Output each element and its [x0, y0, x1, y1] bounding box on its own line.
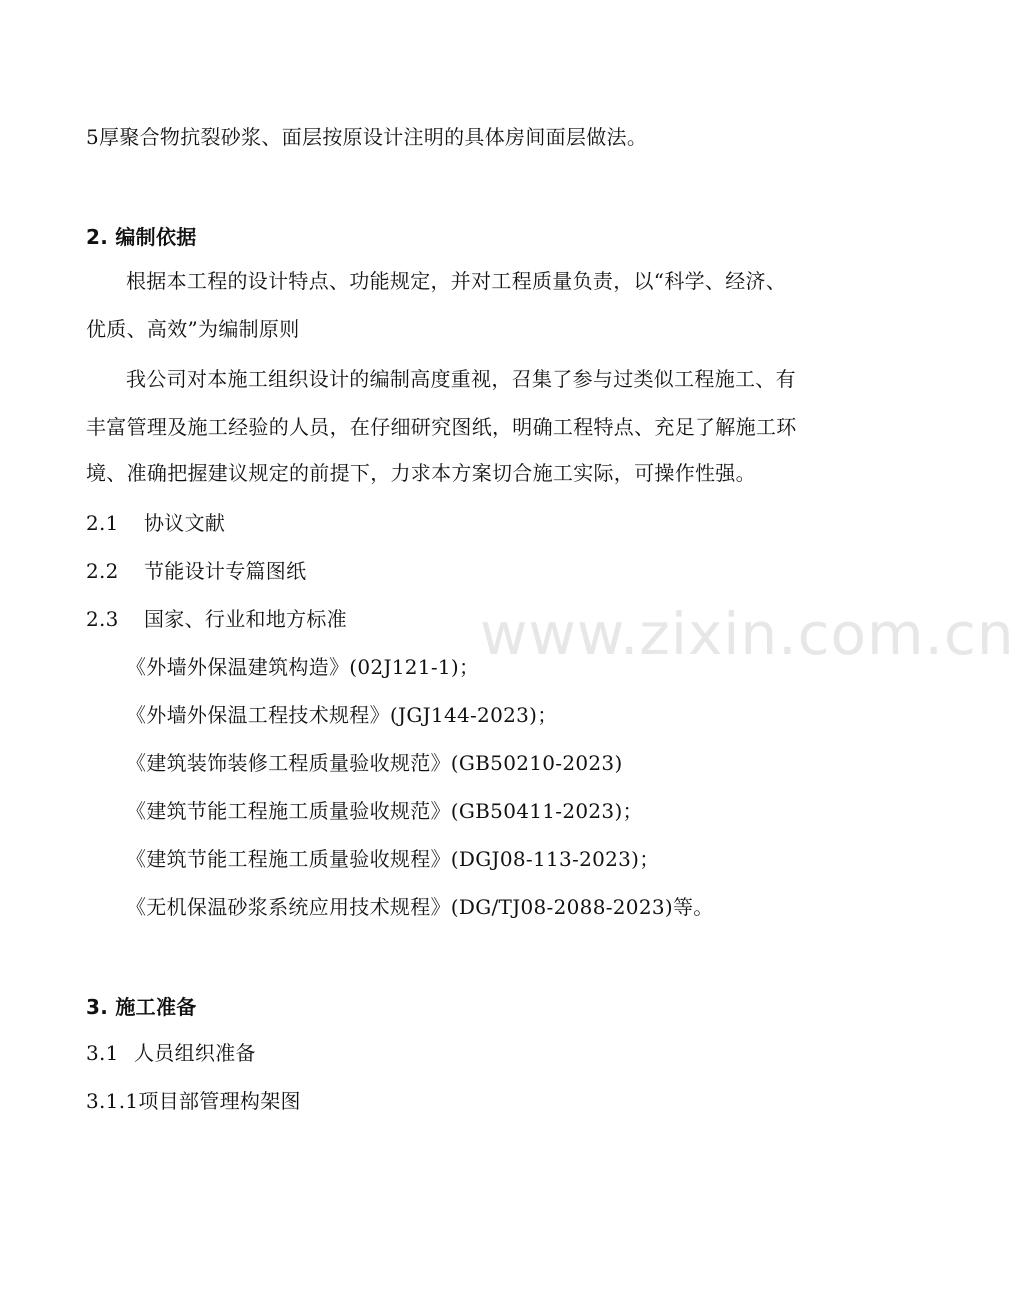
item-number: 2.2 — [86, 559, 119, 583]
watermark: www.zixin.com.cn — [480, 600, 1015, 668]
intro-line: 5厚聚合物抗裂砂浆、面层按原设计注明的具体房间面层做法。 — [86, 125, 648, 149]
para2-line3: 境、准确把握建议规定的前提下，力求本方案切合施工实际，可操作性强。 — [86, 461, 756, 485]
item-label: 节能设计专篇图纸 — [144, 559, 307, 583]
standard-item: 《外墙外保温工程技术规程》(JGJ144-2023)； — [126, 703, 558, 727]
standard-item: 《建筑节能工程施工质量验收规程》(DGJ08-113-2023)； — [126, 847, 660, 871]
item-label: 国家、行业和地方标准 — [144, 607, 347, 631]
standard-item: 《建筑装饰装修工程质量验收规范》(GB50210-2023) — [126, 751, 623, 775]
standard-item: 《无机保温砂浆系统应用技术规程》(DG/TJ08-2088-2023)等。 — [126, 895, 714, 919]
item-number: 3.1 — [86, 1041, 119, 1065]
item-2-1 — [86, 510, 225, 536]
item-3-1-1: 3.1.1项目部管理构架图 — [86, 1089, 301, 1113]
standard-item: 《外墙外保温建筑构造》(02J121-1)； — [126, 655, 480, 679]
item-label: 人员组织准备 — [134, 1041, 256, 1065]
item-3-1 — [86, 1040, 256, 1066]
para1-line2: 优质、高效”为编制原则 — [86, 317, 300, 341]
para1-line1: 根据本工程的设计特点、功能规定，并对工程质量负责，以“科学、经济、 — [126, 269, 787, 293]
item-2-3 — [86, 606, 347, 632]
item-number: 2.3 — [86, 607, 119, 631]
standard-item: 《建筑节能工程施工质量验收规范》(GB50411-2023)； — [126, 799, 643, 823]
item-number: 2.1 — [86, 511, 119, 535]
item-label: 协议文献 — [144, 511, 226, 535]
para2-line2: 丰富管理及施工经验的人员，在仔细研究图纸，明确工程特点、充足了解施工环 — [86, 415, 797, 439]
section-3-heading: 3. 施工准备 — [86, 995, 197, 1019]
section-2-heading: 2. 编制依据 — [86, 225, 197, 249]
item-2-2 — [86, 558, 306, 584]
para2-line1: 我公司对本施工组织设计的编制高度重视，召集了参与过类似工程施工、有 — [126, 367, 796, 391]
